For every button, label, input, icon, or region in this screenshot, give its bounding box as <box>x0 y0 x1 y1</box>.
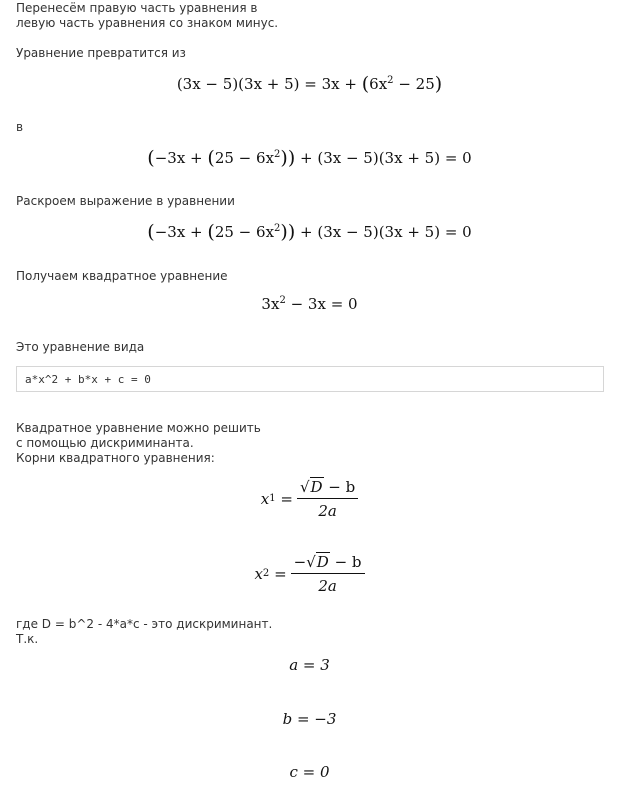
equation-original: $(3x - 5)(3x + 5) = 3x + (6x^2 - 25)$ <box>176 73 443 95</box>
expand-label: Раскроем выражение в уравнении <box>16 194 235 208</box>
quadratic-label: Получаем квадратное уравнение <box>16 269 228 283</box>
disc-line-2: Т.к. <box>16 632 39 646</box>
form-label: Это уравнение вида <box>16 340 145 354</box>
solve-line-1: Квадратное уравнение можно решить <box>16 421 261 435</box>
equation-moved: $(-3x + (25 - 6x^2)) + (3x - 5)(3x + 5) = 0$ <box>147 147 472 169</box>
coef-b: b = −3 <box>282 710 337 728</box>
coef-a: a = 3 <box>289 656 330 674</box>
equation-quadratic: $3x^2 - 3x = 0$ <box>261 295 358 313</box>
general-form-code: a*x^2 + b*x + c = 0 <box>16 366 604 392</box>
solve-line-2: с помощью дискриминанта. <box>16 436 194 450</box>
intro-line-1: Перенесём правую часть уравнения в <box>16 1 258 15</box>
transform-label: Уравнение превратится из <box>16 46 186 60</box>
solve-line-3: Корни квадратного уравнения: <box>16 451 215 465</box>
root-2-formula: x 2 = $\frac{-√D - b}{2a}$ <box>0 553 619 595</box>
coef-c: c = 0 <box>289 763 330 781</box>
intro-line-2: левую часть уравнения со знаком минус. <box>16 16 279 30</box>
root-1-formula: x 1 = $\frac{√D - b}{2a}$ <box>0 478 619 520</box>
equation-expand: $(-3x + (25 - 6x^2)) + (3x - 5)(3x + 5) = 0$ <box>147 221 472 243</box>
disc-line-1: где D = b^2 - 4*a*c - это дискриминант. <box>16 617 273 631</box>
word-v: в <box>16 120 24 134</box>
